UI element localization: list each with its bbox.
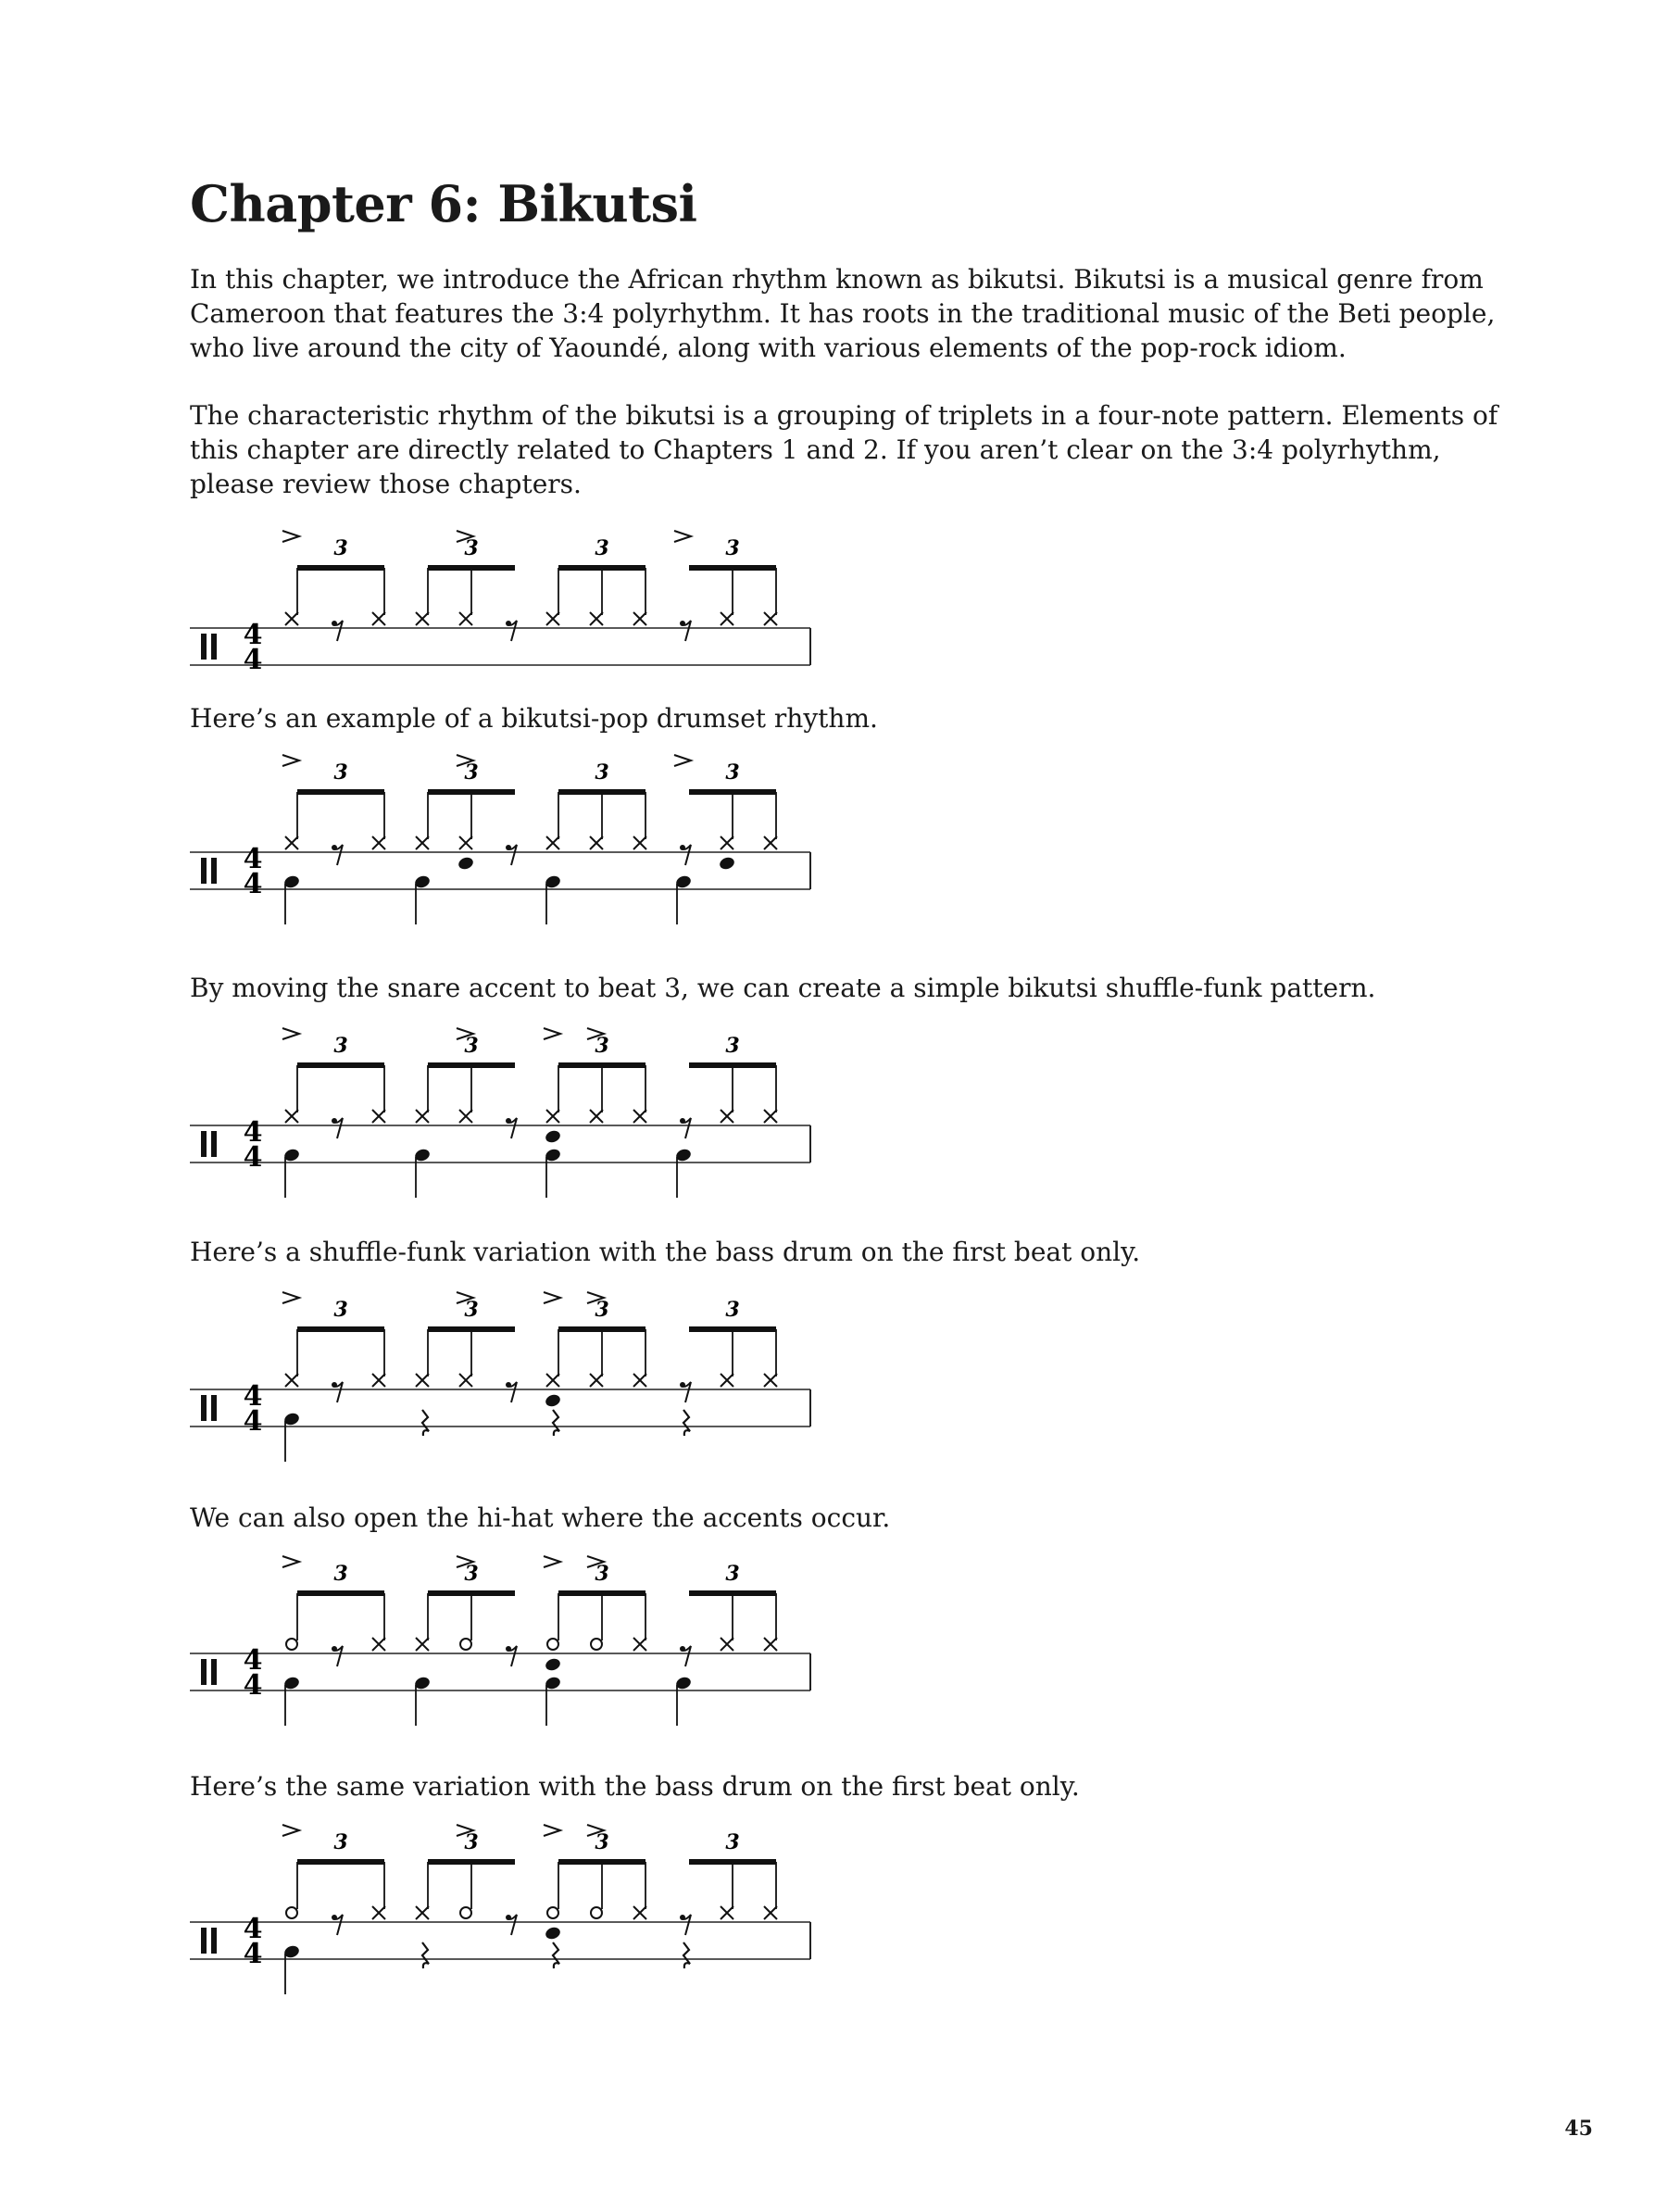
tuplet-label: 3 <box>595 1830 609 1854</box>
hihat-note <box>416 1638 429 1651</box>
tuplet-label: 3 <box>595 760 609 785</box>
tuplet-label: 3 <box>464 760 479 785</box>
time-signature-bottom: 4 <box>243 644 263 676</box>
eighth-rest-dot <box>506 621 511 626</box>
beam <box>689 1062 776 1068</box>
staff-group <box>190 1825 810 1994</box>
open-hihat-note <box>591 1639 602 1650</box>
time-signature-top: 4 <box>243 1644 263 1677</box>
accent-mark <box>282 1028 299 1039</box>
hihat-note <box>372 612 385 625</box>
hihat-note <box>459 1374 472 1387</box>
open-hihat-note <box>460 1907 471 1918</box>
tuplet-label: 3 <box>333 1034 348 1058</box>
tuplet-label: 3 <box>725 1034 740 1058</box>
hihat-note <box>372 1374 385 1387</box>
accent-mark <box>282 1292 299 1303</box>
caption-pop: Here’s an example of a bikutsi-pop drumset rhythm. <box>190 703 878 734</box>
beam <box>558 1326 645 1332</box>
open-hihat-note <box>591 1907 602 1918</box>
beam <box>689 1590 776 1596</box>
eighth-rest-dot <box>680 621 685 626</box>
percussion-clef-bar <box>201 1659 207 1685</box>
percussion-clef-bar <box>211 634 217 660</box>
hihat-note <box>633 612 646 625</box>
time-signature-bottom: 4 <box>243 1669 263 1702</box>
eighth-rest-dot <box>680 1382 685 1388</box>
hihat-note <box>633 1638 646 1651</box>
caption-shuffle-funk: By moving the snare accent to beat 3, we can create a simple bikutsi shuffle-funk pattern. <box>190 973 1376 1003</box>
hihat-note <box>372 1638 385 1651</box>
tuplet-label: 3 <box>333 536 348 560</box>
hihat-note <box>633 1374 646 1387</box>
tuplet-label: 3 <box>595 1034 609 1058</box>
quarter-rest <box>553 1942 559 1968</box>
time-signature-bottom: 4 <box>243 1141 263 1174</box>
snare-note <box>544 1926 561 1942</box>
hihat-note <box>633 836 646 849</box>
hihat-note <box>764 836 777 849</box>
hihat-note <box>590 1374 603 1387</box>
eighth-rest-dot <box>332 1382 337 1388</box>
tuplet-label: 3 <box>333 1830 348 1854</box>
staff-group <box>190 1292 810 1462</box>
beam <box>689 789 776 795</box>
tuplet-label: 3 <box>464 536 479 560</box>
snare-note <box>457 856 474 872</box>
tuplet-label: 3 <box>333 1562 348 1586</box>
time-signature-bottom: 4 <box>243 1938 263 1970</box>
beam <box>428 1859 515 1865</box>
accent-mark <box>544 1292 560 1303</box>
caption-open-hihat: We can also open the hi-hat where the accents occur. <box>190 1502 891 1533</box>
quarter-rest <box>683 1410 690 1436</box>
page-number: 45 <box>1564 2117 1593 2141</box>
hihat-note <box>764 1110 777 1123</box>
tuplet-label: 3 <box>464 1562 479 1586</box>
percussion-clef-bar <box>201 1131 207 1157</box>
snare-note <box>544 1393 561 1409</box>
percussion-clef-bar <box>201 1928 207 1954</box>
hihat-note <box>764 1906 777 1919</box>
beam <box>428 1326 515 1332</box>
eighth-rest-dot <box>332 1915 337 1920</box>
eighth-rest-dot <box>332 845 337 850</box>
hihat-note <box>546 1110 559 1123</box>
quarter-rest <box>553 1410 559 1436</box>
tuplet-label: 3 <box>595 1562 609 1586</box>
hihat-note <box>416 1110 429 1123</box>
notation-example-4 <box>181 1278 847 1464</box>
beam <box>558 1062 645 1068</box>
open-hihat-note <box>547 1907 558 1918</box>
accent-mark <box>544 1825 560 1836</box>
hihat-note <box>721 836 733 849</box>
hihat-note <box>285 1110 298 1123</box>
eighth-rest-dot <box>506 845 511 850</box>
time-signature-top: 4 <box>243 619 263 651</box>
open-hihat-note <box>286 1639 297 1650</box>
eighth-rest-dot <box>680 1915 685 1920</box>
beam <box>297 789 384 795</box>
eighth-rest-dot <box>506 1118 511 1124</box>
eighth-rest-dot <box>506 1382 511 1388</box>
accent-mark <box>282 531 299 542</box>
hihat-note <box>590 1110 603 1123</box>
rhythm-paragraph: The characteristic rhythm of the bikutsi is a grouping of triplets in a four-note pattern. Elements of this chapter are directly related to Chapters 1 and 2. If you aren’t clear on the 3:4 polyrhythm, please review those chapters. <box>190 400 1498 499</box>
staff-group <box>190 755 810 924</box>
beam <box>428 789 515 795</box>
eighth-rest-dot <box>332 621 337 626</box>
tuplet-label: 3 <box>464 1034 479 1058</box>
hihat-note <box>285 612 298 625</box>
hihat-note <box>459 612 472 625</box>
tuplet-label: 3 <box>725 1830 740 1854</box>
eighth-rest-dot <box>332 1646 337 1652</box>
open-hihat-note <box>547 1639 558 1650</box>
staff-group <box>190 531 810 676</box>
caption-open-hihat-first-beat: Here’s the same variation with the bass drum on the first beat only. <box>190 1771 1080 1802</box>
percussion-clef-bar <box>201 1395 207 1421</box>
hihat-note <box>372 1906 385 1919</box>
staff-group <box>190 1028 810 1198</box>
hihat-note <box>416 612 429 625</box>
quarter-rest <box>683 1942 690 1968</box>
hihat-note <box>721 1638 733 1651</box>
beam <box>428 1590 515 1596</box>
percussion-clef-bar <box>201 858 207 884</box>
hihat-note <box>416 1374 429 1387</box>
snare-note <box>718 856 735 872</box>
notation-example-6 <box>181 1811 847 1996</box>
hihat-note <box>721 1374 733 1387</box>
beam <box>689 565 776 571</box>
beam <box>297 1062 384 1068</box>
percussion-clef-bar <box>211 1659 217 1685</box>
open-hihat-note <box>286 1907 297 1918</box>
notation-example-3 <box>181 1014 847 1200</box>
percussion-clef-bar <box>211 1395 217 1421</box>
tuplet-label: 3 <box>464 1298 479 1322</box>
hihat-note <box>372 1110 385 1123</box>
accent-mark <box>674 755 691 766</box>
percussion-clef-bar <box>211 1928 217 1954</box>
hihat-note <box>764 612 777 625</box>
hihat-note <box>721 612 733 625</box>
beam <box>558 789 645 795</box>
staff-group <box>190 1556 810 1726</box>
time-signature-top: 4 <box>243 1913 263 1945</box>
beam <box>297 565 384 571</box>
hihat-note <box>546 612 559 625</box>
hihat-note <box>633 1906 646 1919</box>
beam <box>297 1326 384 1332</box>
tuplet-label: 3 <box>333 760 348 785</box>
hihat-note <box>764 1374 777 1387</box>
caption-first-beat: Here’s a shuffle-funk variation with the bass drum on the first beat only. <box>190 1237 1141 1267</box>
snare-note <box>544 1129 561 1145</box>
hihat-note <box>416 836 429 849</box>
time-signature-top: 4 <box>243 1116 263 1149</box>
notation-example-2 <box>181 741 847 926</box>
eighth-rest-dot <box>680 1118 685 1124</box>
beam <box>428 1062 515 1068</box>
eighth-rest-dot <box>332 1118 337 1124</box>
tuplet-label: 3 <box>333 1298 348 1322</box>
beam <box>428 565 515 571</box>
beam <box>689 1326 776 1332</box>
intro-paragraph: In this chapter, we introduce the African rhythm known as bikutsi. Bikutsi is a musical genre from Cameroon that features the 3:4 polyrhythm. It has roots in the traditional music of the Beti people, who live around the city of Yaoundé, along with various elements of the pop-rock idiom. <box>190 264 1496 363</box>
hihat-note <box>285 836 298 849</box>
notation-example-1 <box>181 517 847 702</box>
tuplet-label: 3 <box>595 536 609 560</box>
quarter-rest <box>422 1942 429 1968</box>
eighth-rest-dot <box>680 1646 685 1652</box>
tuplet-label: 3 <box>595 1298 609 1322</box>
percussion-clef-bar <box>201 634 207 660</box>
hihat-note <box>633 1110 646 1123</box>
hihat-note <box>459 1110 472 1123</box>
quarter-rest <box>422 1410 429 1436</box>
accent-mark <box>282 1556 299 1567</box>
hihat-note <box>372 836 385 849</box>
time-signature-top: 4 <box>243 843 263 875</box>
tuplet-label: 3 <box>725 760 740 785</box>
time-signature-top: 4 <box>243 1380 263 1413</box>
tuplet-label: 3 <box>725 1298 740 1322</box>
eighth-rest-dot <box>680 845 685 850</box>
time-signature-bottom: 4 <box>243 1405 263 1438</box>
time-signature-bottom: 4 <box>243 868 263 900</box>
snare-note <box>544 1657 561 1673</box>
hihat-note <box>546 1374 559 1387</box>
accent-mark <box>544 1028 560 1039</box>
beam <box>558 565 645 571</box>
tuplet-label: 3 <box>725 536 740 560</box>
beam <box>558 1859 645 1865</box>
eighth-rest-dot <box>506 1646 511 1652</box>
percussion-clef-bar <box>211 1131 217 1157</box>
tuplet-label: 3 <box>464 1830 479 1854</box>
hihat-note <box>590 836 603 849</box>
accent-mark <box>282 1825 299 1836</box>
hihat-note <box>721 1110 733 1123</box>
hihat-note <box>764 1638 777 1651</box>
open-hihat-note <box>460 1639 471 1650</box>
percussion-clef-bar <box>211 858 217 884</box>
hihat-note <box>546 836 559 849</box>
beam <box>297 1590 384 1596</box>
tuplet-label: 3 <box>725 1562 740 1586</box>
accent-mark <box>544 1556 560 1567</box>
accent-mark <box>282 755 299 766</box>
accent-mark <box>674 531 691 542</box>
hihat-note <box>416 1906 429 1919</box>
beam <box>689 1859 776 1865</box>
hihat-note <box>590 612 603 625</box>
beam <box>558 1590 645 1596</box>
eighth-rest-dot <box>506 1915 511 1920</box>
hihat-note <box>721 1906 733 1919</box>
hihat-note <box>459 836 472 849</box>
beam <box>297 1859 384 1865</box>
chapter-title: Chapter 6: Bikutsi <box>190 174 697 233</box>
notation-example-5 <box>181 1542 847 1728</box>
hihat-note <box>285 1374 298 1387</box>
